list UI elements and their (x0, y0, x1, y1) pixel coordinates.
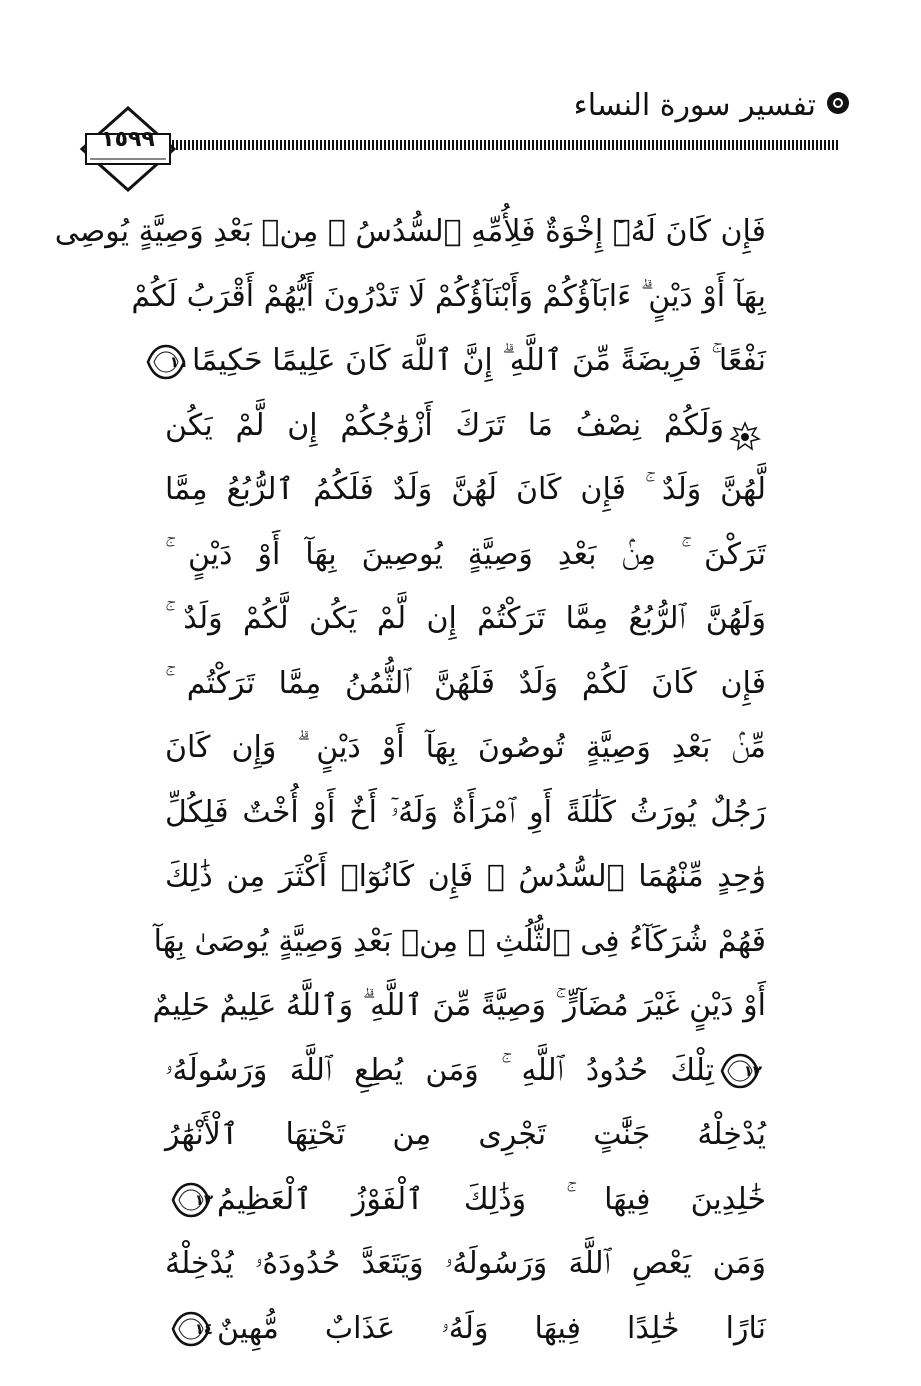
verse-line (165, 716, 766, 781)
verse-number-marker (144, 342, 188, 382)
verse-line (165, 1039, 766, 1104)
verse-line (165, 652, 766, 717)
header-rule (160, 140, 839, 150)
verse-text: مِّنۢ بَعْدِ وَصِيَّةٍ تُوصُونَ بِهَآ أَوْ دَيْنٍ ۗ وَإِن كَانَ (165, 730, 766, 765)
header-ornament-icon (825, 90, 851, 116)
verse-number: ١٤ (194, 1320, 213, 1338)
verse-line (153, 910, 766, 975)
verse-number-marker (718, 1051, 762, 1091)
verse-number: ١٣ (194, 1191, 213, 1209)
verse-number-marker (169, 1180, 213, 1220)
verse-text: نَارًا خَٰلِدًا فِيهَا وَلَهُۥ عَذَابٌ مُّهِينٌ (217, 1310, 766, 1346)
verse-text: يُدْخِلْهُ جَنَّٰتٍ تَجْرِى مِن تَحْتِهَا ٱلْأَنْهَٰرُ (165, 1117, 766, 1152)
verse-text: رَجُلٌ يُورَثُ كَلَٰلَةً أَوِ ٱمْرَأَةٌ وَلَهُۥٓ أَخٌ أَوْ أُخْتٌ فَلِكُلِّ (165, 794, 766, 830)
verse-number-marker (169, 1309, 213, 1349)
verse-number: ١٢ (743, 1062, 762, 1080)
verse-line (165, 781, 766, 846)
verse-line (165, 458, 766, 523)
page-number: ١٥٩٩ (101, 127, 155, 152)
verse-text: تَرَكْنَ ۚ مِنۢ بَعْدِ وَصِيَّةٍ يُوصِينَ بِهَآ أَوْ دَيْنٍ ۚ (165, 536, 766, 572)
verse-line (165, 1103, 766, 1168)
verse-text: تِلْكَ حُدُودُ ٱللَّهِ ۚ وَمَن يُطِعِ ٱللَّهَ وَرَسُولَهُۥ (165, 1052, 714, 1088)
verse-number: ١١ (169, 352, 189, 371)
verse-text: وَلَكُمْ نِصْفُ مَا تَرَكَ أَزْوَٰجُكُمْ إِن لَّمْ يَكُن (165, 407, 724, 443)
verse-text: فَإِن كَانَ لَهُۥٓ إِخْوَةٌ فَلِأُمِّهِ ٱلسُّدُسُ ۚ مِنۢ بَعْدِ وَصِيَّةٍ يُوصِى (54, 214, 766, 249)
verse-text: فَإِن كَانَ لَكُمْ وَلَدٌ فَلَهُنَّ ٱلثُّمُنُ مِمَّا تَرَكْتُم ۚ (165, 665, 766, 701)
verse-text: خَٰلِدِينَ فِيهَا ۚ وَذَٰلِكَ ٱلْفَوْزُ ٱلْعَظِيمُ (217, 1181, 766, 1217)
hizb-star-icon (730, 411, 760, 441)
verse-line (165, 523, 766, 588)
verse-text: فَهُمْ شُرَكَآءُ فِى ٱلثُّلُثِ ۚ مِنۢ بَعْدِ وَصِيَّةٍ يُوصَىٰ بِهَآ (153, 923, 766, 959)
verse-text: أَوْ دَيْنٍ غَيْرَ مُضَآرٍّ ۚ وَصِيَّةً مِّنَ ٱللَّهِ ۗ وَٱللَّهُ عَلِيمٌ حَلِيمٌ (152, 988, 766, 1023)
verse-line (152, 974, 766, 1039)
verse-block (54, 200, 766, 1361)
verse-text: وَلَهُنَّ ٱلرُّبُعُ مِمَّا تَرَكْتُمْ إِن لَّمْ يَكُن لَّكُمْ وَلَدٌ ۚ (165, 601, 766, 636)
verse-text: نَفْعًا ۚ فَرِيضَةً مِّنَ ٱللَّهِ ۗ إِنَّ ٱللَّهَ كَانَ عَلِيمًا حَكِيمًا (192, 343, 766, 378)
verse-line (165, 845, 766, 910)
verse-line (165, 1297, 766, 1362)
verse-text: وَٰحِدٍ مِّنْهُمَا ٱلسُّدُسُ ۚ فَإِن كَانُوٓا۟ أَكْثَرَ مِن ذَٰلِكَ (165, 859, 766, 894)
verse-line (131, 265, 766, 330)
verse-text: بِهَآ أَوْ دَيْنٍ ۗ ءَابَآؤُكُمْ وَأَبْنَآؤُكُمْ لَا تَدْرُونَ أَيُّهُمْ أَقْرَبُ لَكُمْ (131, 278, 766, 314)
verse-line (165, 1232, 766, 1297)
verse-line (165, 394, 766, 459)
verse-line (165, 329, 766, 394)
verse-text: لَّهُنَّ وَلَدٌ ۚ فَإِن كَانَ لَهُنَّ وَلَدٌ فَلَكُمُ ٱلرُّبُعُ مِمَّا (165, 472, 766, 507)
page-title: تفسير سورة النساء (573, 88, 816, 123)
verse-line (165, 587, 766, 652)
verse-line (54, 200, 766, 265)
verse-text: وَمَن يَعْصِ ٱللَّهَ وَرَسُولَهُۥ وَيَتَعَدَّ حُدُودَهُۥ يُدْخِلْهُ (165, 1246, 766, 1281)
verse-line (165, 1168, 766, 1233)
